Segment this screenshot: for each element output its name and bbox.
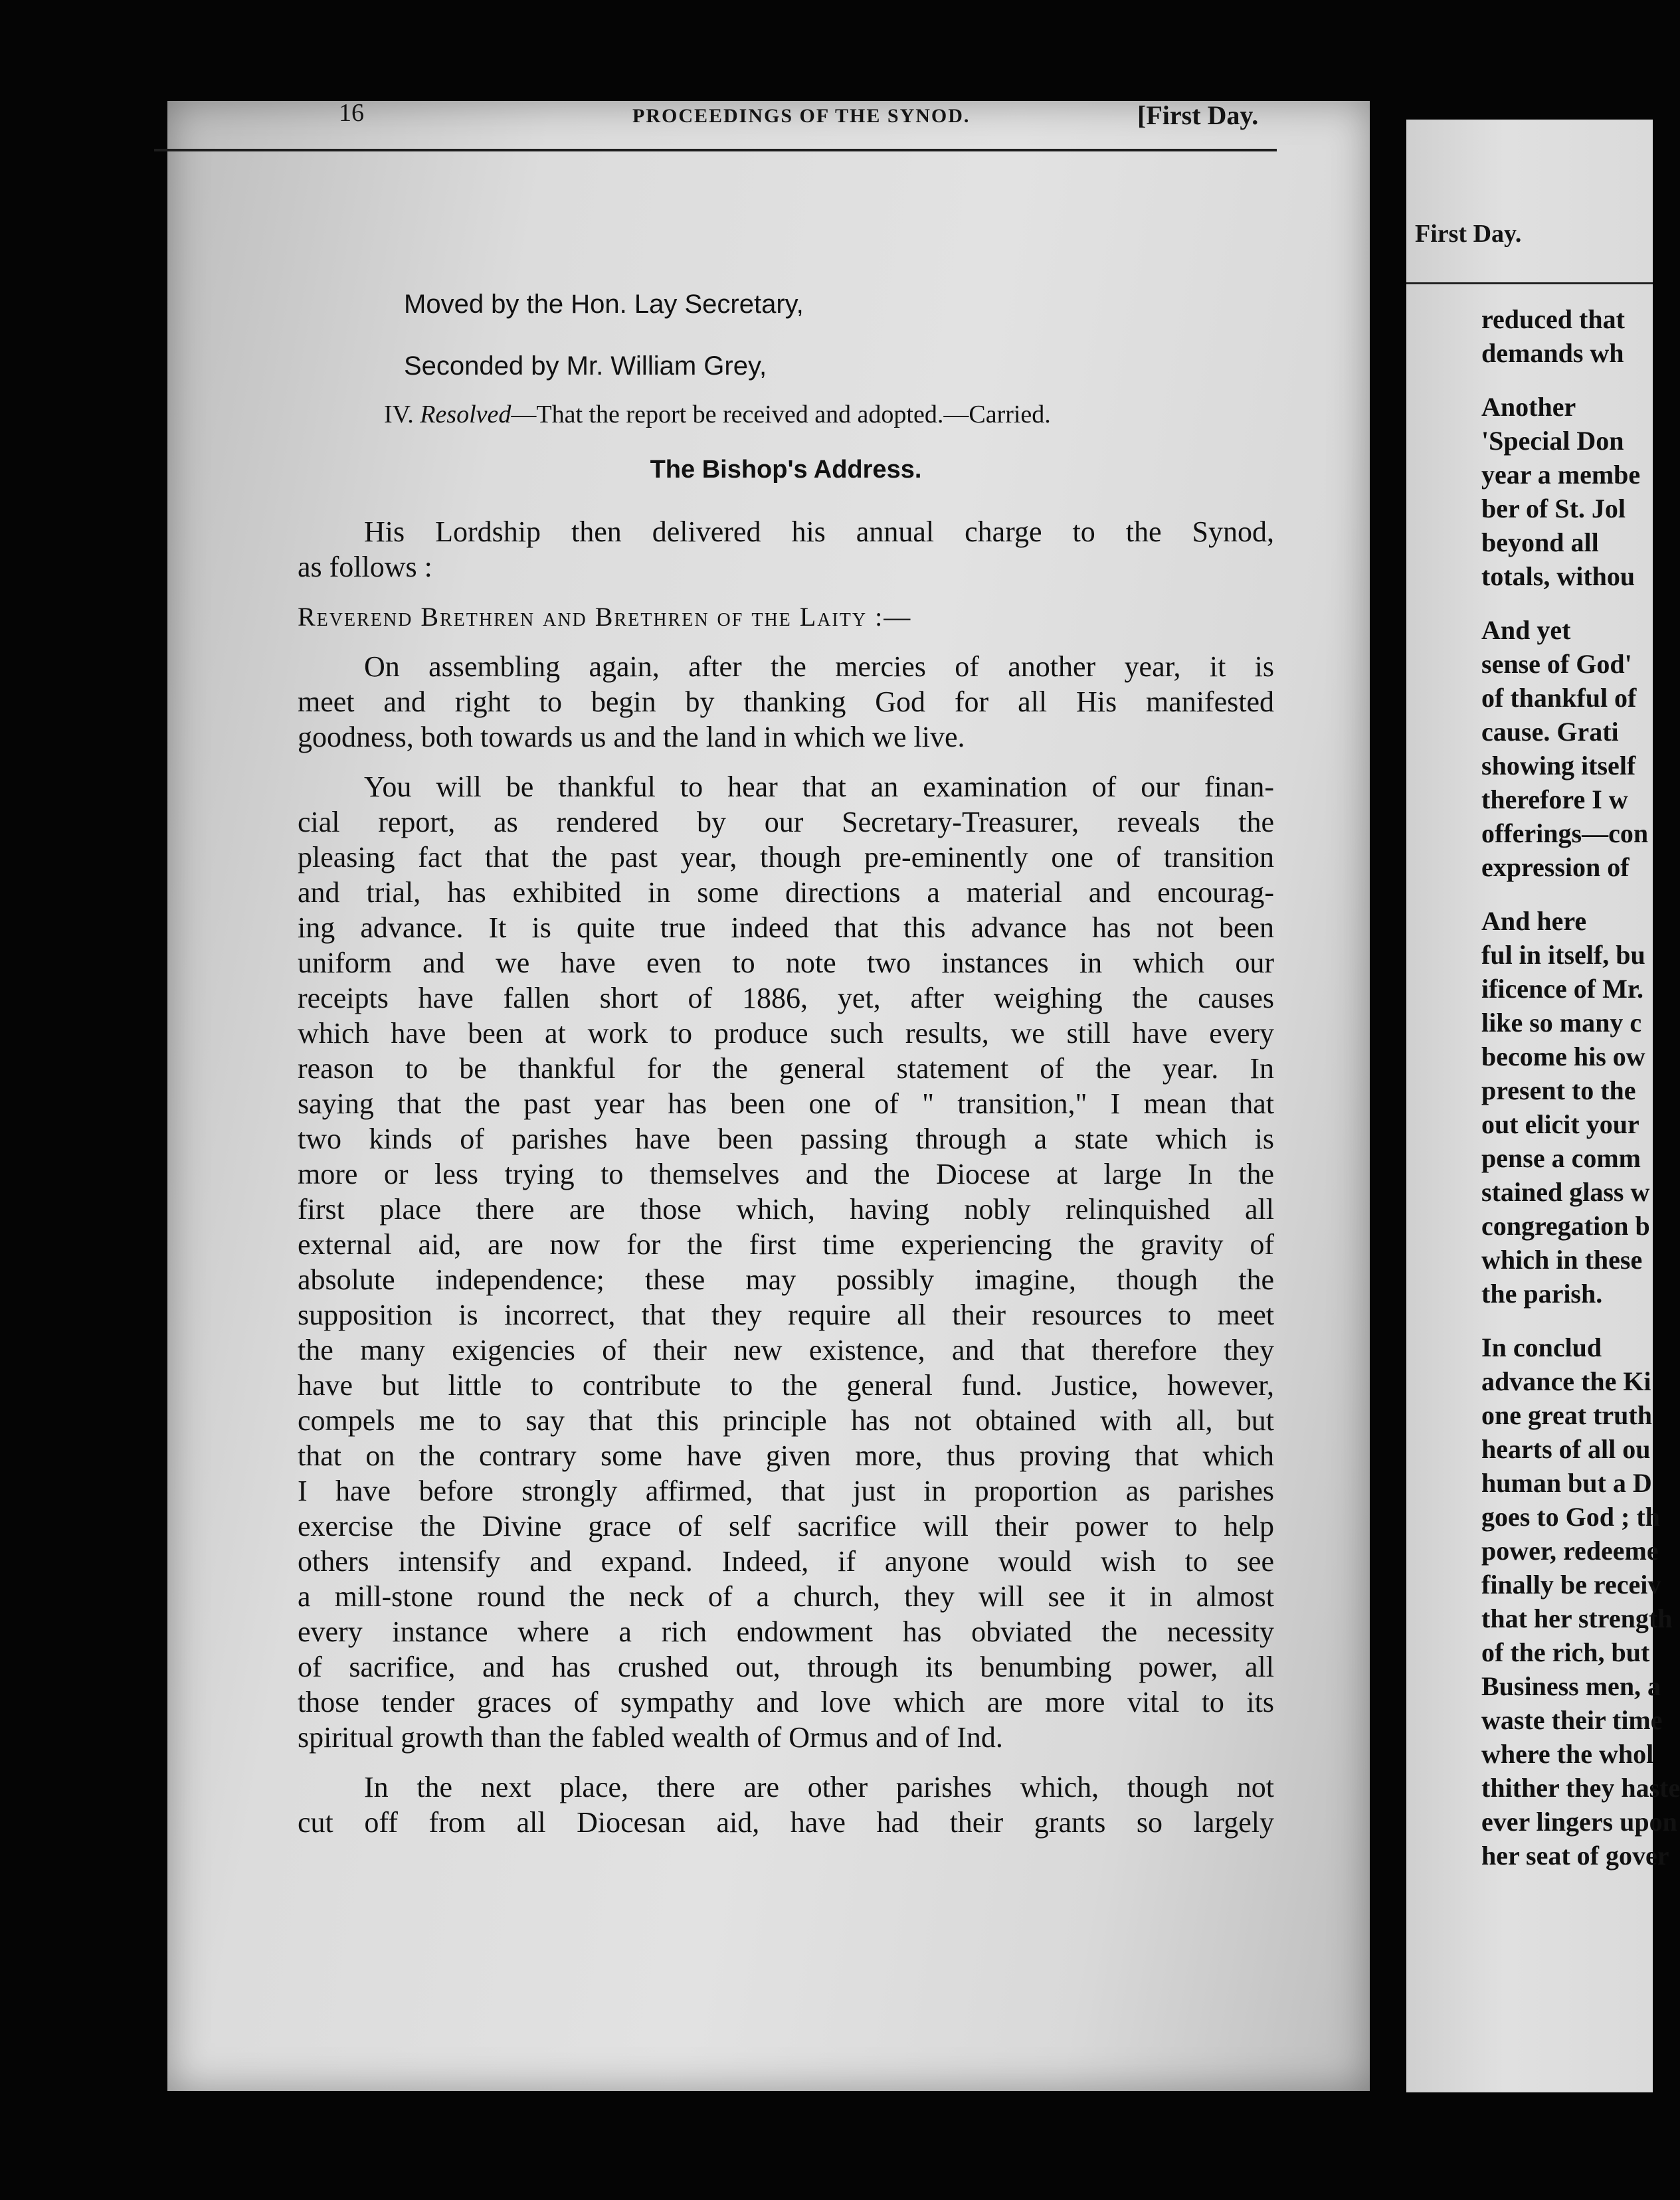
right-page-line: therefore I w xyxy=(1481,784,1628,814)
right-page-line: which in these xyxy=(1481,1245,1643,1275)
paragraph-line: cut off from all Diocesan aid, have had their grants so largely xyxy=(298,1806,1274,1839)
paragraph-line: first place there are those which, having nobly relinquished all xyxy=(298,1193,1274,1226)
right-page-line: like so many c xyxy=(1481,1008,1642,1038)
book-gutter xyxy=(1370,93,1406,2099)
paragraph-line: In the next place, there are other parishes which, though not xyxy=(364,1771,1274,1803)
right-page-line: totals, withou xyxy=(1481,561,1635,591)
right-page-line: thither they haste xyxy=(1481,1773,1680,1803)
paragraph-line: spiritual growth than the fabled wealth of Ormus and of Ind. xyxy=(298,1721,1003,1754)
page-number: 16 xyxy=(339,99,364,127)
right-page-line: hearts of all ou xyxy=(1481,1434,1651,1464)
right-page-line: power, redeeme xyxy=(1481,1536,1659,1566)
paragraph-line: and trial, has exhibited in some directions a material and encourag- xyxy=(298,876,1274,909)
right-page-gap xyxy=(1481,1311,1653,1330)
right-page-line: demands wh xyxy=(1481,338,1624,368)
right-page-gap xyxy=(1481,370,1653,390)
right-page-line: showing itself xyxy=(1481,751,1636,780)
right-page-line: waste their time xyxy=(1481,1705,1663,1735)
right-page-line: pense a comm xyxy=(1481,1143,1641,1173)
paragraph-line: receipts have fallen short of 1886, yet, after weighing the causes xyxy=(298,982,1274,1014)
right-page-line: sense of God' xyxy=(1481,649,1632,679)
paragraph-line: uniform and we have even to note two instances in which our xyxy=(298,947,1274,979)
right-page-line: goes to God ; th xyxy=(1481,1502,1660,1532)
paragraph-line: exercise the Divine grace of self sacrifice will their power to help xyxy=(298,1510,1274,1542)
right-page-line: And here xyxy=(1481,906,1587,936)
right-page-line: congregation b xyxy=(1481,1211,1650,1241)
right-page-line: where the whol xyxy=(1481,1739,1654,1769)
right-page-line: advance the Ki xyxy=(1481,1366,1651,1396)
right-page-line: finally be receiv xyxy=(1481,1570,1661,1600)
resolution-text: —That the report be received and adopted.—Carried. xyxy=(511,401,1051,428)
right-page-line: become his ow xyxy=(1481,1042,1645,1071)
right-page-line: the parish. xyxy=(1481,1279,1603,1309)
right-page-line: Business men, a xyxy=(1481,1671,1661,1701)
paragraph-line: saying that the past year has been one of " transition," I mean that xyxy=(298,1087,1274,1120)
paragraph-line: compels me to say that this principle has not obtained with all, but xyxy=(298,1404,1274,1437)
left-page-text xyxy=(298,149,1274,1840)
right-page-rule xyxy=(1406,282,1653,284)
paragraph-line: pleasing fact that the past year, though pre-eminently one of transition xyxy=(298,841,1274,873)
right-page-line: present to the xyxy=(1481,1075,1636,1105)
right-page-line: Another xyxy=(1481,392,1576,422)
paragraph-line: absolute independence; these may possibly imagine, though the xyxy=(298,1263,1274,1296)
seconded-line: Seconded by Mr. William Grey, xyxy=(404,351,767,381)
salutation: Reverend Brethren and Brethren of the Laity :— xyxy=(298,602,912,632)
right-page-line: stained glass w xyxy=(1481,1177,1650,1207)
right-page-line: cause. Grati xyxy=(1481,717,1619,747)
motion-line: Moved by the Hon. Lay Secretary, xyxy=(404,290,804,319)
right-page-day-label: First Day. xyxy=(1415,220,1522,248)
right-page-line: of thankful of xyxy=(1481,683,1637,713)
right-page-line: beyond all xyxy=(1481,527,1599,557)
paragraph-line: others intensify and expand. Indeed, if anyone would wish to see xyxy=(298,1545,1274,1578)
paragraph-line: I have before strongly affirmed, that just in proportion as parishes xyxy=(298,1475,1274,1507)
right-page-line: ful in itself, bu xyxy=(1481,940,1645,970)
right-page-line: ever lingers upon xyxy=(1481,1807,1677,1837)
paragraph-line: more or less trying to themselves and the Diocese at large In the xyxy=(298,1158,1274,1190)
paragraph-line: have but little to contribute to the general fund. Justice, however, xyxy=(298,1369,1274,1402)
right-page-line: And yet xyxy=(1481,615,1571,645)
day-label: [First Day. xyxy=(1137,100,1259,130)
section-heading: The Bishop's Address. xyxy=(650,456,922,484)
paragraph-line: reason to be thankful for the general statement of the year. In xyxy=(298,1052,1274,1085)
right-page-line: her seat of gover xyxy=(1481,1841,1669,1871)
right-page-gap xyxy=(1481,593,1653,613)
intro-line: as follows : xyxy=(298,551,432,583)
resolution-word: Resolved xyxy=(420,401,512,428)
right-page-line: reduced that xyxy=(1481,304,1625,334)
resolution-line xyxy=(298,397,1274,432)
paragraph-line: ing advance. It is quite true indeed that this advance has not been xyxy=(298,911,1274,944)
right-page-line: ificence of Mr. xyxy=(1481,974,1643,1004)
paragraph-line: On assembling again, after the mercies of another year, it is xyxy=(364,650,1274,683)
right-page-gap xyxy=(1481,884,1653,904)
right-page-line: offerings—con xyxy=(1481,818,1649,848)
resolution-number: IV. xyxy=(384,401,414,428)
paragraph-line: every instance where a rich endowment has obviated the necessity xyxy=(298,1615,1274,1648)
paragraph-line: of sacrifice, and has crushed out, through its benumbing power, all xyxy=(298,1651,1274,1683)
right-page-line: expression of xyxy=(1481,852,1630,882)
paragraph-line: which have been at work to produce such results, we still have every xyxy=(298,1017,1274,1050)
paragraph-line: meet and right to begin by thanking God for all His manifested xyxy=(298,686,1274,718)
right-page-line: year a membe xyxy=(1481,460,1641,490)
paragraph-line: those tender graces of sympathy and love which are more vital to its xyxy=(298,1686,1274,1718)
paragraph-line: cial report, as rendered by our Secretary-Treasurer, reveals the xyxy=(298,806,1274,838)
page-header xyxy=(167,98,1653,145)
right-page-line: 'Special Don xyxy=(1481,426,1624,456)
right-page-text xyxy=(1481,302,1680,1873)
intro-line: His Lordship then delivered his annual charge to the Synod, xyxy=(364,515,1274,548)
right-page-line: human but a D xyxy=(1481,1468,1652,1498)
paragraph-line: the many exigencies of their new existence, and that therefore they xyxy=(298,1334,1274,1366)
running-title: PROCEEDINGS OF THE SYNOD. xyxy=(632,105,971,127)
paragraph-line: You will be thankful to hear that an examination of our finan- xyxy=(364,771,1274,803)
paragraph-line: that on the contrary some have given more, thus proving that which xyxy=(298,1439,1274,1472)
right-page-line: ber of St. Jol xyxy=(1481,494,1626,523)
paragraph-line: supposition is incorrect, that they require all their resources to meet xyxy=(298,1299,1274,1331)
right-page-line: out elicit your xyxy=(1481,1109,1639,1139)
paragraph-line: external aid, are now for the first time experiencing the gravity of xyxy=(298,1228,1274,1261)
right-page-line: one great truth xyxy=(1481,1400,1652,1430)
right-page-line: In conclud xyxy=(1481,1332,1602,1362)
paragraph-line: two kinds of parishes have been passing through a state which is xyxy=(298,1123,1274,1155)
paragraph-line: a mill-stone round the neck of a church, they will see it in almost xyxy=(298,1580,1274,1613)
right-page-line: that her strength xyxy=(1481,1604,1673,1633)
paragraph-line: goodness, both towards us and the land in which we live. xyxy=(298,721,965,753)
right-page-line: of the rich, but xyxy=(1481,1637,1650,1667)
